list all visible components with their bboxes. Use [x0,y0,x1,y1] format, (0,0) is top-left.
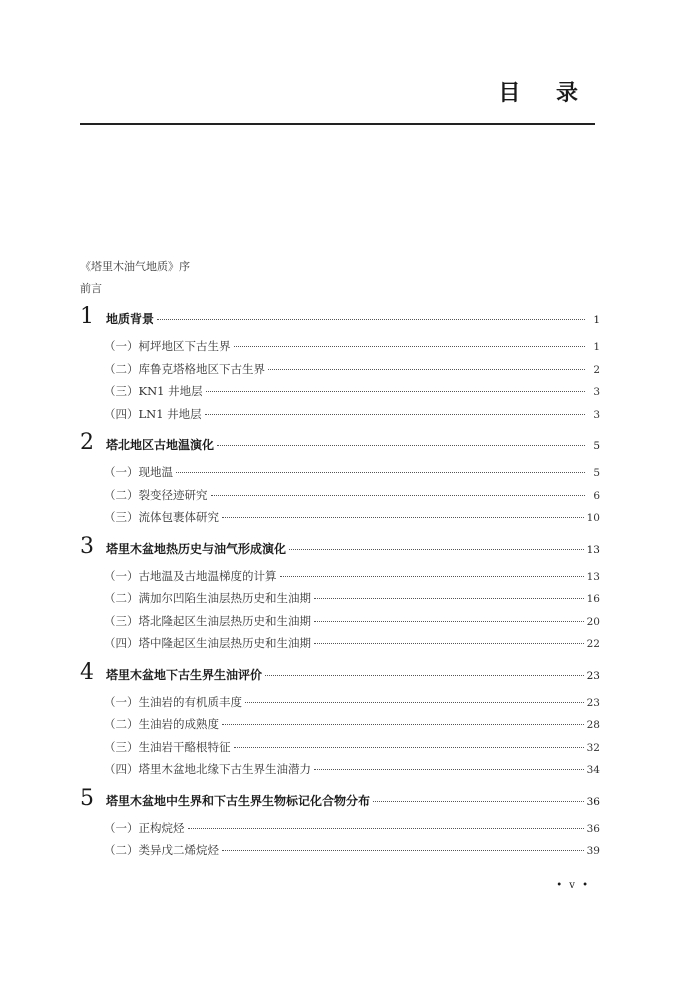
leader-dots [211,495,586,496]
foreword-entry[interactable]: 前言 [80,282,102,295]
leader-dots [234,346,586,347]
section-page: 39 [586,845,600,857]
page-title: 目 录 [498,81,592,106]
chapter-title: 塔里木盆地下古生界生油评价 [106,667,263,682]
title-rule [80,123,595,125]
section-title: （三）生油岩干酪根特征 [104,739,231,754]
section-entry[interactable] [80,464,600,487]
section-title: （三）塔北隆起区生油层热历史和生油期 [104,613,311,628]
chapter-number: 2 [80,430,94,455]
section-page: 3 [593,386,600,398]
leader-dots [245,702,584,703]
section-entry[interactable] [80,635,600,658]
section-title: （一）现地温 [104,465,173,479]
section-entry[interactable] [80,338,600,361]
leader-dots [176,472,585,473]
leader-dots [206,391,585,392]
leader-dots [188,828,584,829]
section-entry[interactable] [80,509,600,532]
section-entry[interactable] [80,739,600,762]
section-entry[interactable] [80,361,600,384]
chapter-page: 36 [586,795,600,808]
section-page: 23 [586,696,600,709]
chapter-title: 塔里木盆地中生界和下古生界生物标记化合物分布 [106,793,371,808]
section-page: 2 [593,363,600,376]
chapter-number: 1 [80,304,94,329]
section-title: （一）柯坪地区下古生界 [104,339,231,353]
page-number: • v • [556,880,590,891]
chapter-page: 13 [586,543,600,556]
leader-dots [314,598,584,599]
chapter-page: 5 [593,440,600,452]
chapter-entry[interactable] [80,785,600,820]
section-page: 22 [586,638,600,650]
leader-dots [157,319,585,320]
section-title: （三）KN1 井地层 [104,384,203,398]
section-page: 34 [586,764,600,776]
leader-dots [289,549,584,550]
section-page: 28 [586,719,600,731]
section-title: （一）古地温及古地温梯度的计算 [104,568,277,583]
section-entry[interactable] [80,568,600,591]
section-page: 6 [593,489,600,502]
section-entry[interactable] [80,694,600,717]
chapter-title: 塔北地区古地温演化 [106,438,215,452]
chapter-entry[interactable] [80,432,600,464]
table-of-contents [80,302,600,865]
leader-dots [222,517,584,518]
chapter-number: 4 [80,659,94,685]
chapter-number: 3 [80,533,94,559]
chapter-title: 地质背景 [106,312,155,326]
chapter-entry[interactable] [80,659,600,694]
chapter-page: 23 [586,669,600,682]
section-page: 32 [586,741,600,754]
leader-dots [268,369,585,370]
section-entry[interactable] [80,761,600,784]
section-entry[interactable] [80,590,600,613]
section-entry[interactable] [80,613,600,636]
preface-entry[interactable]: 《塔里木油气地质》序 [80,260,190,273]
leader-dots [373,801,584,802]
section-entry[interactable] [80,406,600,429]
section-page: 5 [593,467,600,479]
chapter-entry[interactable] [80,306,600,338]
section-title: （二）类异戊二烯烷烃 [104,843,219,857]
section-entry[interactable] [80,842,600,865]
section-title: （二）库鲁克塔格地区下古生界 [104,361,265,376]
leader-dots [280,576,584,577]
section-page: 13 [586,570,600,583]
section-entry[interactable] [80,716,600,739]
section-title: （三）流体包裹体研究 [104,510,219,524]
chapter-title: 塔里木盆地热历史与油气形成演化 [106,541,287,556]
leader-dots [314,643,584,644]
chapter-entry[interactable] [80,533,600,568]
leader-dots [217,445,585,446]
chapter-page: 1 [593,314,600,326]
section-page: 36 [586,822,600,835]
section-title: （二）满加尔凹陷生油层热历史和生油期 [104,591,311,605]
section-title: （四）塔里木盆地北缘下古生界生油潜力 [104,762,311,776]
section-title: （一）生油岩的有机质丰度 [104,694,242,709]
leader-dots [205,414,585,415]
section-page: 1 [593,341,600,353]
section-page: 10 [586,512,600,524]
section-page: 16 [586,593,600,605]
section-page: 3 [593,408,600,421]
leader-dots [222,724,584,725]
leader-dots [265,675,584,676]
section-title: （四）塔中隆起区生油层热历史和生油期 [104,636,311,650]
section-entry[interactable] [80,820,600,843]
leader-dots [222,850,584,851]
section-title: （二）生油岩的成熟度 [104,717,219,731]
section-title: （一）正构烷烃 [104,820,185,835]
section-entry[interactable] [80,487,600,510]
leader-dots [314,621,584,622]
chapter-number: 5 [80,785,94,811]
leader-dots [234,747,584,748]
section-title: （四）LN1 井地层 [104,406,202,421]
section-title: （二）裂变径迹研究 [104,487,208,502]
section-entry[interactable] [80,383,600,406]
leader-dots [314,769,584,770]
section-page: 20 [586,615,600,628]
